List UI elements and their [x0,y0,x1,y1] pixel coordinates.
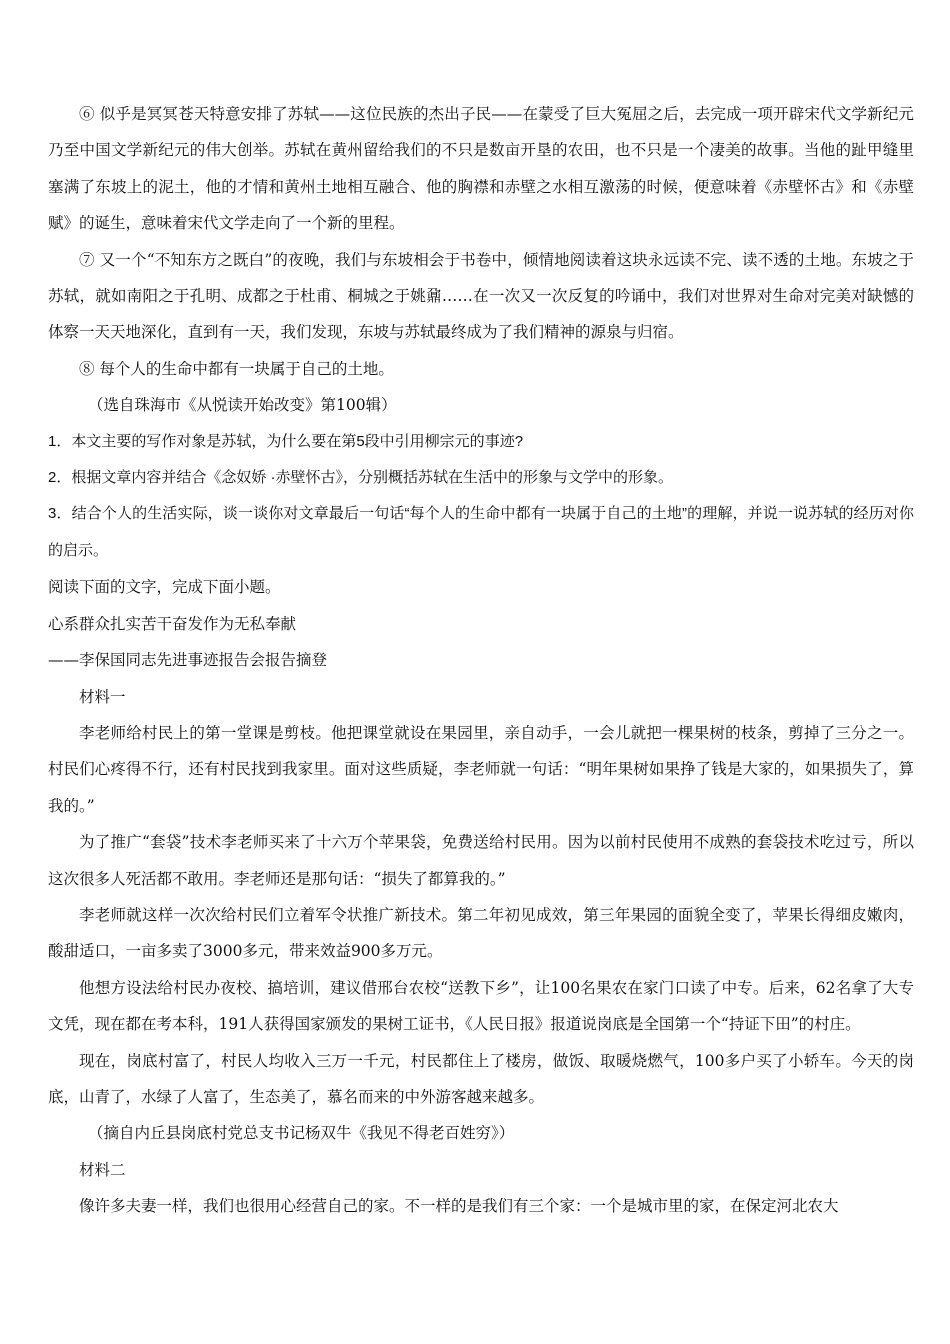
material-2-label: 材料二 [79,1160,126,1179]
source-citation-1: （选自珠海市《从悦读开始改变》第100辑） [88,396,397,415]
article-subtitle: ——李保国同志先进事迹报告会报告摘登 [48,651,328,670]
question-3: 3．结合个人的生活实际，谈一谈你对文章最后一句话“每个人的生命中都有一块属于自己的土地”的理解，并说一说苏轼的经历对你的启示。 [48,505,914,559]
paragraph-6: ⑥ 似乎是冥冥苍天特意安排了苏轼——这位民族的杰出子民——在蒙受了巨大冤屈之后，去完成一项开辟宋代文学新纪元乃至中国文学新纪元的伟大创举。苏轼在黄州留给我们的不只是数亩开垦的农田，也不只是一个凄美的故事。当他的趾甲缝里塞满了东坡上的泥土，他的才情和黄州土地相互融合、他的胸襟和赤壁之水相互激荡的时候，便意味着《赤壁怀古》和《赤壁赋》的诞生，意味着宋代文学走向了一个新的里程。 [48,105,914,233]
material-1-label: 材料一 [79,687,126,706]
question-2: 2．根据文章内容并结合《念奴娇 ·赤壁怀古》，分别概括苏轼在生活中的形象与文学中的形象。 [48,469,674,487]
material-2-paragraph: 像许多夫妻一样，我们也很用心经营自己的家。不一样的是我们有三个家：一个是城市里的家，在保定河北农大 [79,1197,839,1216]
paragraph-8: ⑧ 每个人的生命中都有一块属于自己的土地。 [79,359,394,378]
document-page [48,96,914,1225]
material-1-paragraph: 李老师给村民上的第一堂课是剪枝。他把课堂就设在果园里，亲自动手，一会儿就把一棵果树的枝条，剪掉了三分之一。村民们心疼得不行，还有村民找到我家里。面对这些质疑，李老师就一句话：“明年果树如果挣了钱是大家的，如果损失了，算我的。” [48,723,914,815]
material-1-paragraph: 李老师就这样一次次给村民们立着军令状推广新技术。第二年初见成效，第三年果园的面貌全变了，苹果长得细皮嫩肉，酸甜适口，一亩多卖了3000多元，带来效益900多万元。 [48,905,914,961]
paragraph-7: ⑦ 又一个“不知东方之既白”的夜晚，我们与东坡相会于书卷中，倾情地阅读着这块永远读不完、读不透的土地。东坡之于苏轼，就如南阳之于孔明、成都之于杜甫、桐城之于姚鼐……在一次又一次反复的吟诵中，我们对世界对生命对完美对缺憾的体察一天天地深化，直到有一天，我们发现，东坡与苏轼最终成为了我们精神的源泉与归宿。 [48,250,914,342]
material-1-source: （摘自内丘县岗底村党总支书记杨双牛《我见不得老百姓穷》） [88,1124,515,1143]
material-1-paragraph: 现在，岗底村富了，村民人均收入三万一千元，村民都住上了楼房，做饭、取暖烧燃气，100多户买了小轿车。今天的岗底，山青了，水绿了人富了，生态美了，慕名而来的中外游客越来越多。 [48,1051,914,1106]
question-1: 1．本文主要的写作对象是苏轼，为什么要在第5段中引用柳宗元的事迹? [48,432,524,450]
article-title: 心系群众扎实苦干奋发作为无私奉献 [48,614,297,633]
reading-instruction: 阅读下面的文字，完成下面小题。 [48,578,281,597]
material-1-paragraph: 他想方设法给村民办夜校、搞培训，建议借邢台农校“送教下乡”，让100名果农在家门口读了中专。后来，62名拿了大专文凭，现在都在考本科，191人获得国家颁发的果树工证书，《人民日报》报道说岗底是全国第一个“持证下田”的村庄。 [48,978,914,1034]
material-1-paragraph: 为了推广“套袋”技术李老师买来了十六万个苹果袋，免费送给村民用。因为以前村民使用不成熟的套袋技术吃过亏，所以这次很多人死活都不敢用。李老师还是那句话：“损失了都算我的。” [48,833,914,888]
